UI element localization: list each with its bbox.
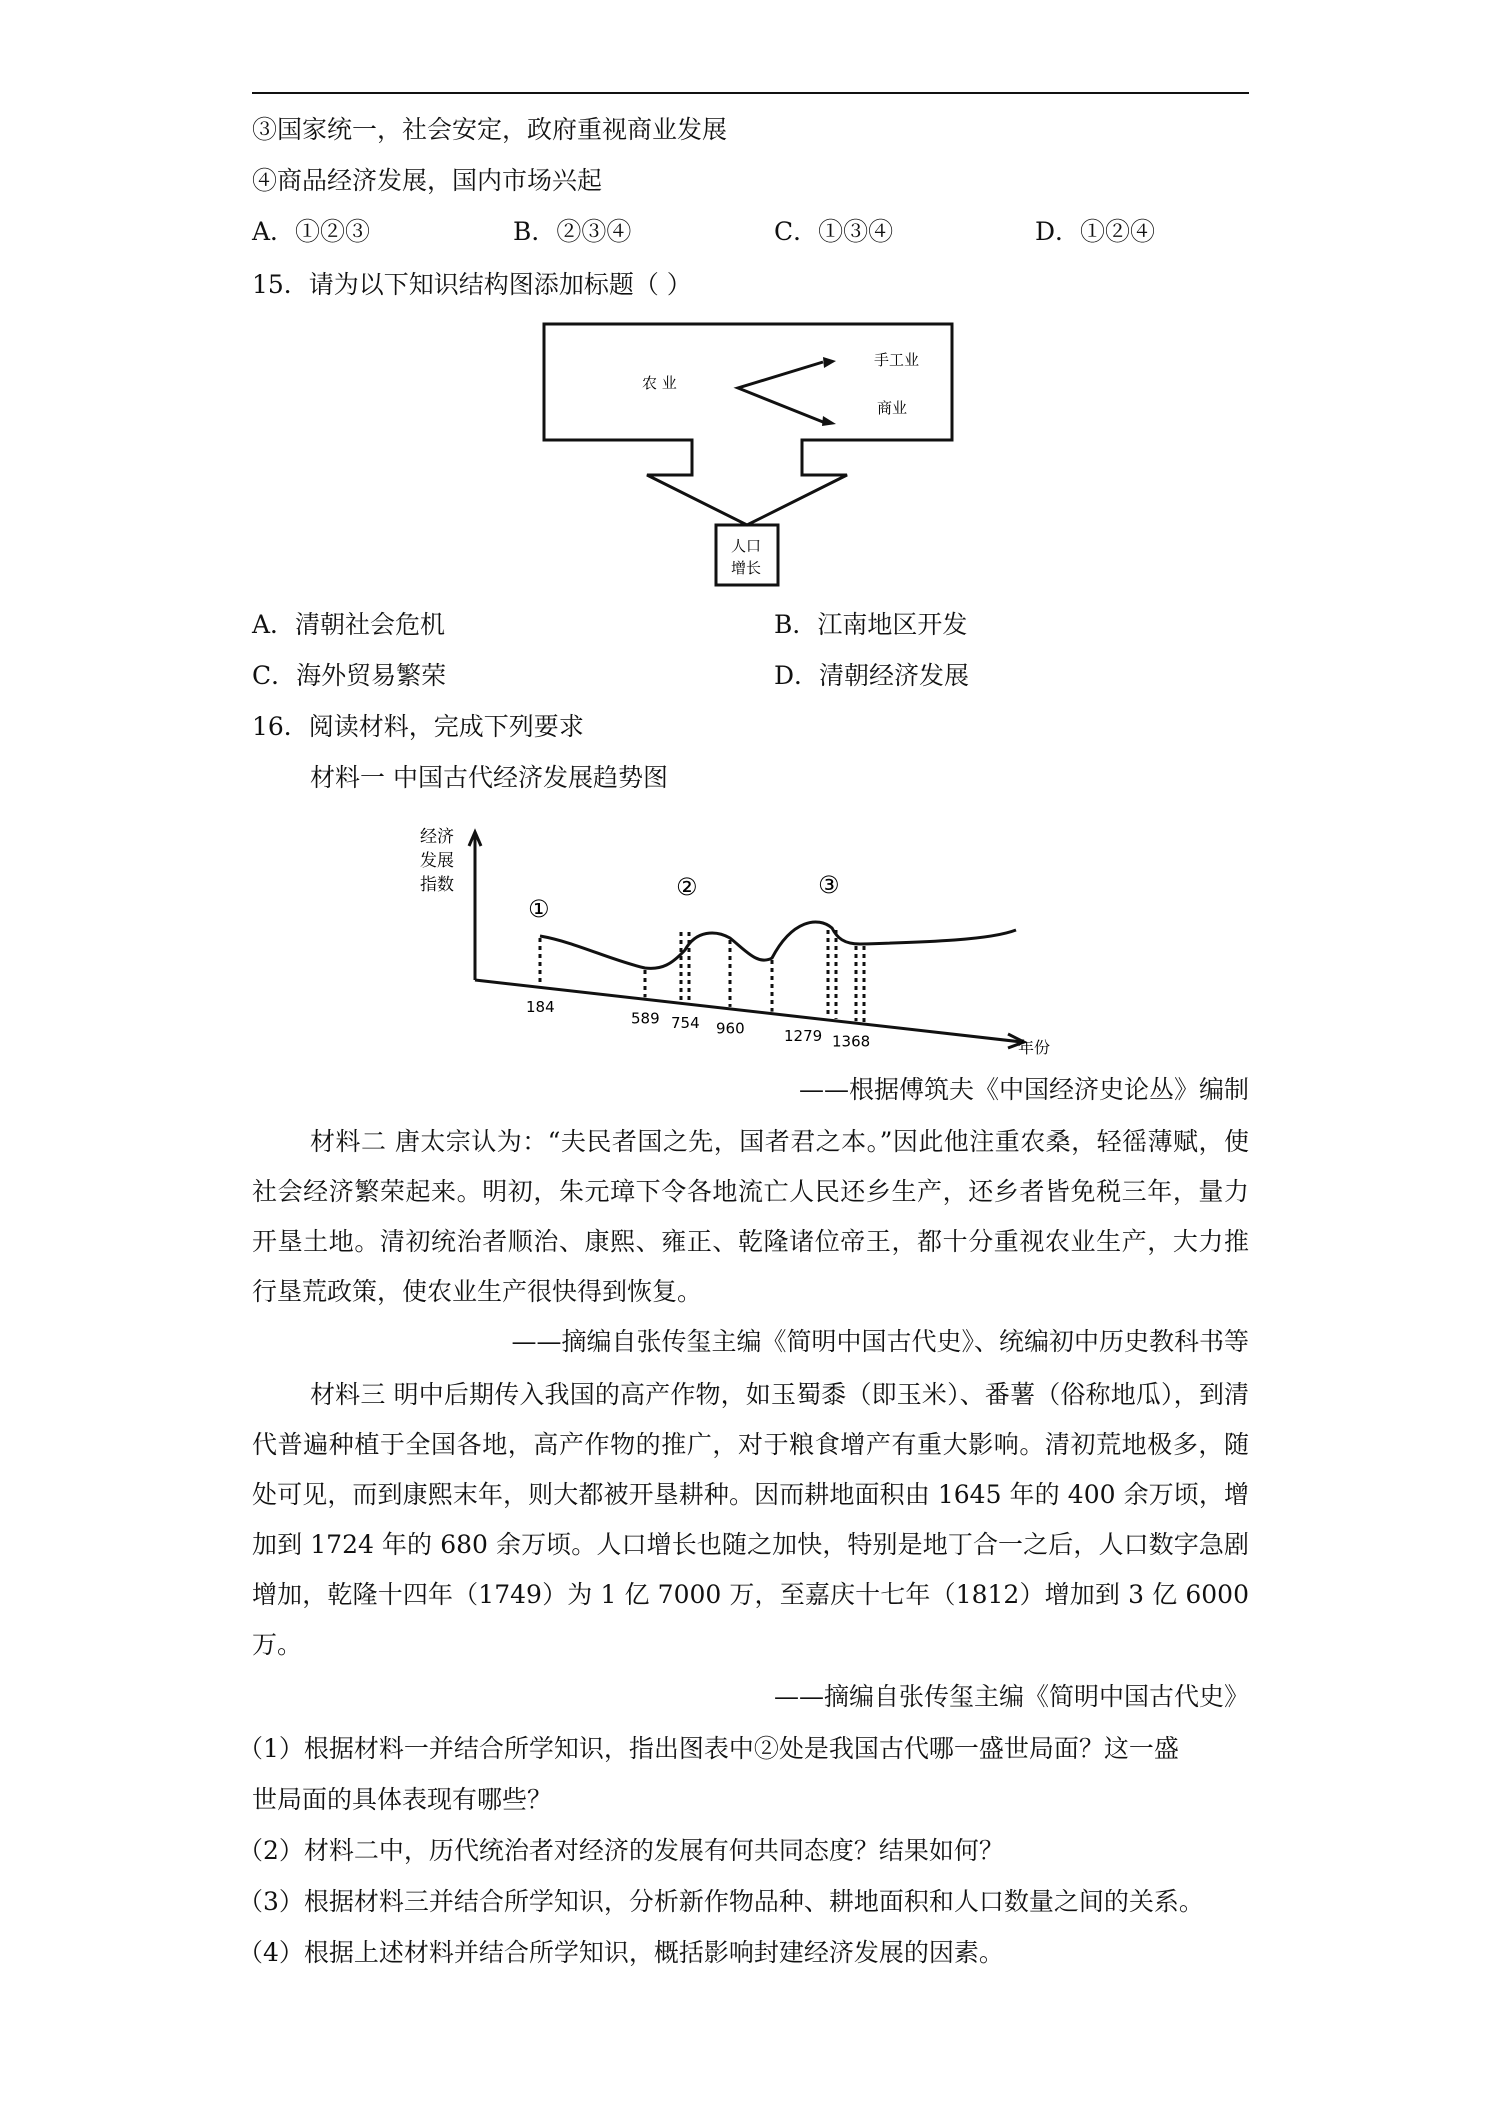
material2-source: ——摘编自张传玺主编《简明中国古代史》、统编初中历史教科书等 bbox=[511, 1327, 1249, 1356]
material1-title: 材料一 中国古代经济发展趋势图 bbox=[310, 763, 668, 792]
q14-item-4: ④商品经济发展，国内市场兴起 bbox=[252, 166, 603, 195]
handicraft-label: 手工业 bbox=[874, 351, 920, 369]
q15-stem: 15．请为以下知识结构图添加标题（ ） bbox=[252, 270, 692, 299]
q15-option-d[interactable]: D．清朝经济发展 bbox=[774, 661, 970, 690]
material2-text: 材料二 唐太宗认为：“夫民者国之先，国者君之本。”因此他注重农桑，轻徭薄赋，使社会经济繁荣起来。明初，朱元璋下令各地流亡人民还乡生产，还乡者皆免税三年，量力开垦土地。清初统治者顺治、康熙、雍正、乾隆诸位帝王，都十分重视农业生产，大力推行垦荒政策，使农业生产很快得到恢复。 bbox=[252, 1127, 1249, 1306]
x-tick-label: 1368 bbox=[832, 1032, 871, 1051]
x-tick-label: 589 bbox=[631, 1009, 660, 1028]
commerce-label: 商业 bbox=[877, 399, 908, 417]
x-tick-label: 1279 bbox=[784, 1027, 823, 1046]
q15-option-b[interactable]: B．江南地区开发 bbox=[774, 610, 968, 639]
q16-stem: 16．阅读材料，完成下列要求 bbox=[252, 712, 584, 741]
knowledge-structure-diagram bbox=[540, 320, 960, 590]
x-tick-label: 960 bbox=[716, 1019, 745, 1038]
x-tick-label: 184 bbox=[526, 997, 555, 1016]
xlabel: 年份 bbox=[1018, 1038, 1051, 1057]
q16-subquestion-2: （2）材料二中，历代统治者对经济的发展有何共同态度？结果如何？ bbox=[238, 1836, 1004, 1865]
q16-subquestion-1a: （1）根据材料一并结合所学知识，指出图表中②处是我国古代哪一盛世局面？这一盛 bbox=[238, 1734, 1179, 1763]
q16-subquestion-3: （3）根据材料三并结合所学知识，分析新作物品种、耕地面积和人口数量之间的关系。 bbox=[238, 1887, 1204, 1916]
trend-line bbox=[540, 922, 1016, 968]
ylabel-line-3: 指数 bbox=[420, 875, 454, 895]
population-label-2: 增长 bbox=[731, 559, 762, 577]
material1-source: ——根据傅筑夫《中国经济史论丛》编制 bbox=[798, 1075, 1249, 1104]
q14-option-c[interactable]: C．①③④ bbox=[774, 217, 894, 246]
material3-text: 材料三 明中后期传入我国的高产作物，如玉蜀黍（即玉米）、番薯（俗称地瓜），到清代普遍种植于全国各地，高产作物的推广，对于粮食增产有重大影响。清初荒地极多，随处可见，而到康熙末年，则大都被开垦耕种。因而耕地面积由 1645 年的 400 余万顷，增加到 1724 年的 680 余万顷。人口增长也随之加快，特别是地丁合一之后，人口数字急剧增加，乾隆十四年（1749）为 1 亿 7000 万，至嘉庆十七年（1812）增加到 3 亿 6000 万。 bbox=[252, 1380, 1249, 1659]
arrow-head-up bbox=[823, 357, 836, 368]
economic-trend-chart bbox=[400, 820, 1100, 1060]
x-axis bbox=[475, 980, 1022, 1042]
annotation-3: ③ bbox=[818, 871, 840, 899]
q14-option-d[interactable]: D．①②④ bbox=[1035, 217, 1156, 246]
ylabel-line-1: 经济 bbox=[420, 827, 454, 847]
q14-option-a[interactable]: A．①②③ bbox=[252, 217, 371, 246]
population-label-1: 人口 bbox=[731, 537, 762, 555]
x-tick-label: 754 bbox=[671, 1014, 700, 1033]
material3-source: ——摘编自张传玺主编《简明中国古代史》 bbox=[773, 1682, 1249, 1711]
q16-subquestion-1b: 世局面的具体表现有哪些？ bbox=[252, 1785, 553, 1814]
arrow-lines bbox=[738, 362, 823, 422]
q15-option-c[interactable]: C．海外贸易繁荣 bbox=[252, 661, 447, 690]
drop-lines bbox=[540, 930, 864, 1022]
agriculture-label: 农 业 bbox=[642, 374, 677, 392]
ylabel-line-2: 发展 bbox=[420, 851, 454, 871]
arrow-head-down bbox=[822, 416, 836, 426]
q14-item-3: ③国家统一，社会安定，政府重视商业发展 bbox=[252, 115, 728, 144]
header-rule bbox=[252, 92, 1249, 94]
annotation-2: ② bbox=[676, 873, 698, 901]
q15-option-a[interactable]: A．清朝社会危机 bbox=[252, 610, 446, 639]
q16-subquestion-4: （4）根据上述材料并结合所学知识，概括影响封建经济发展的因素。 bbox=[238, 1938, 1004, 1967]
q14-option-b[interactable]: B．②③④ bbox=[513, 217, 632, 246]
annotation-1: ① bbox=[528, 895, 550, 923]
